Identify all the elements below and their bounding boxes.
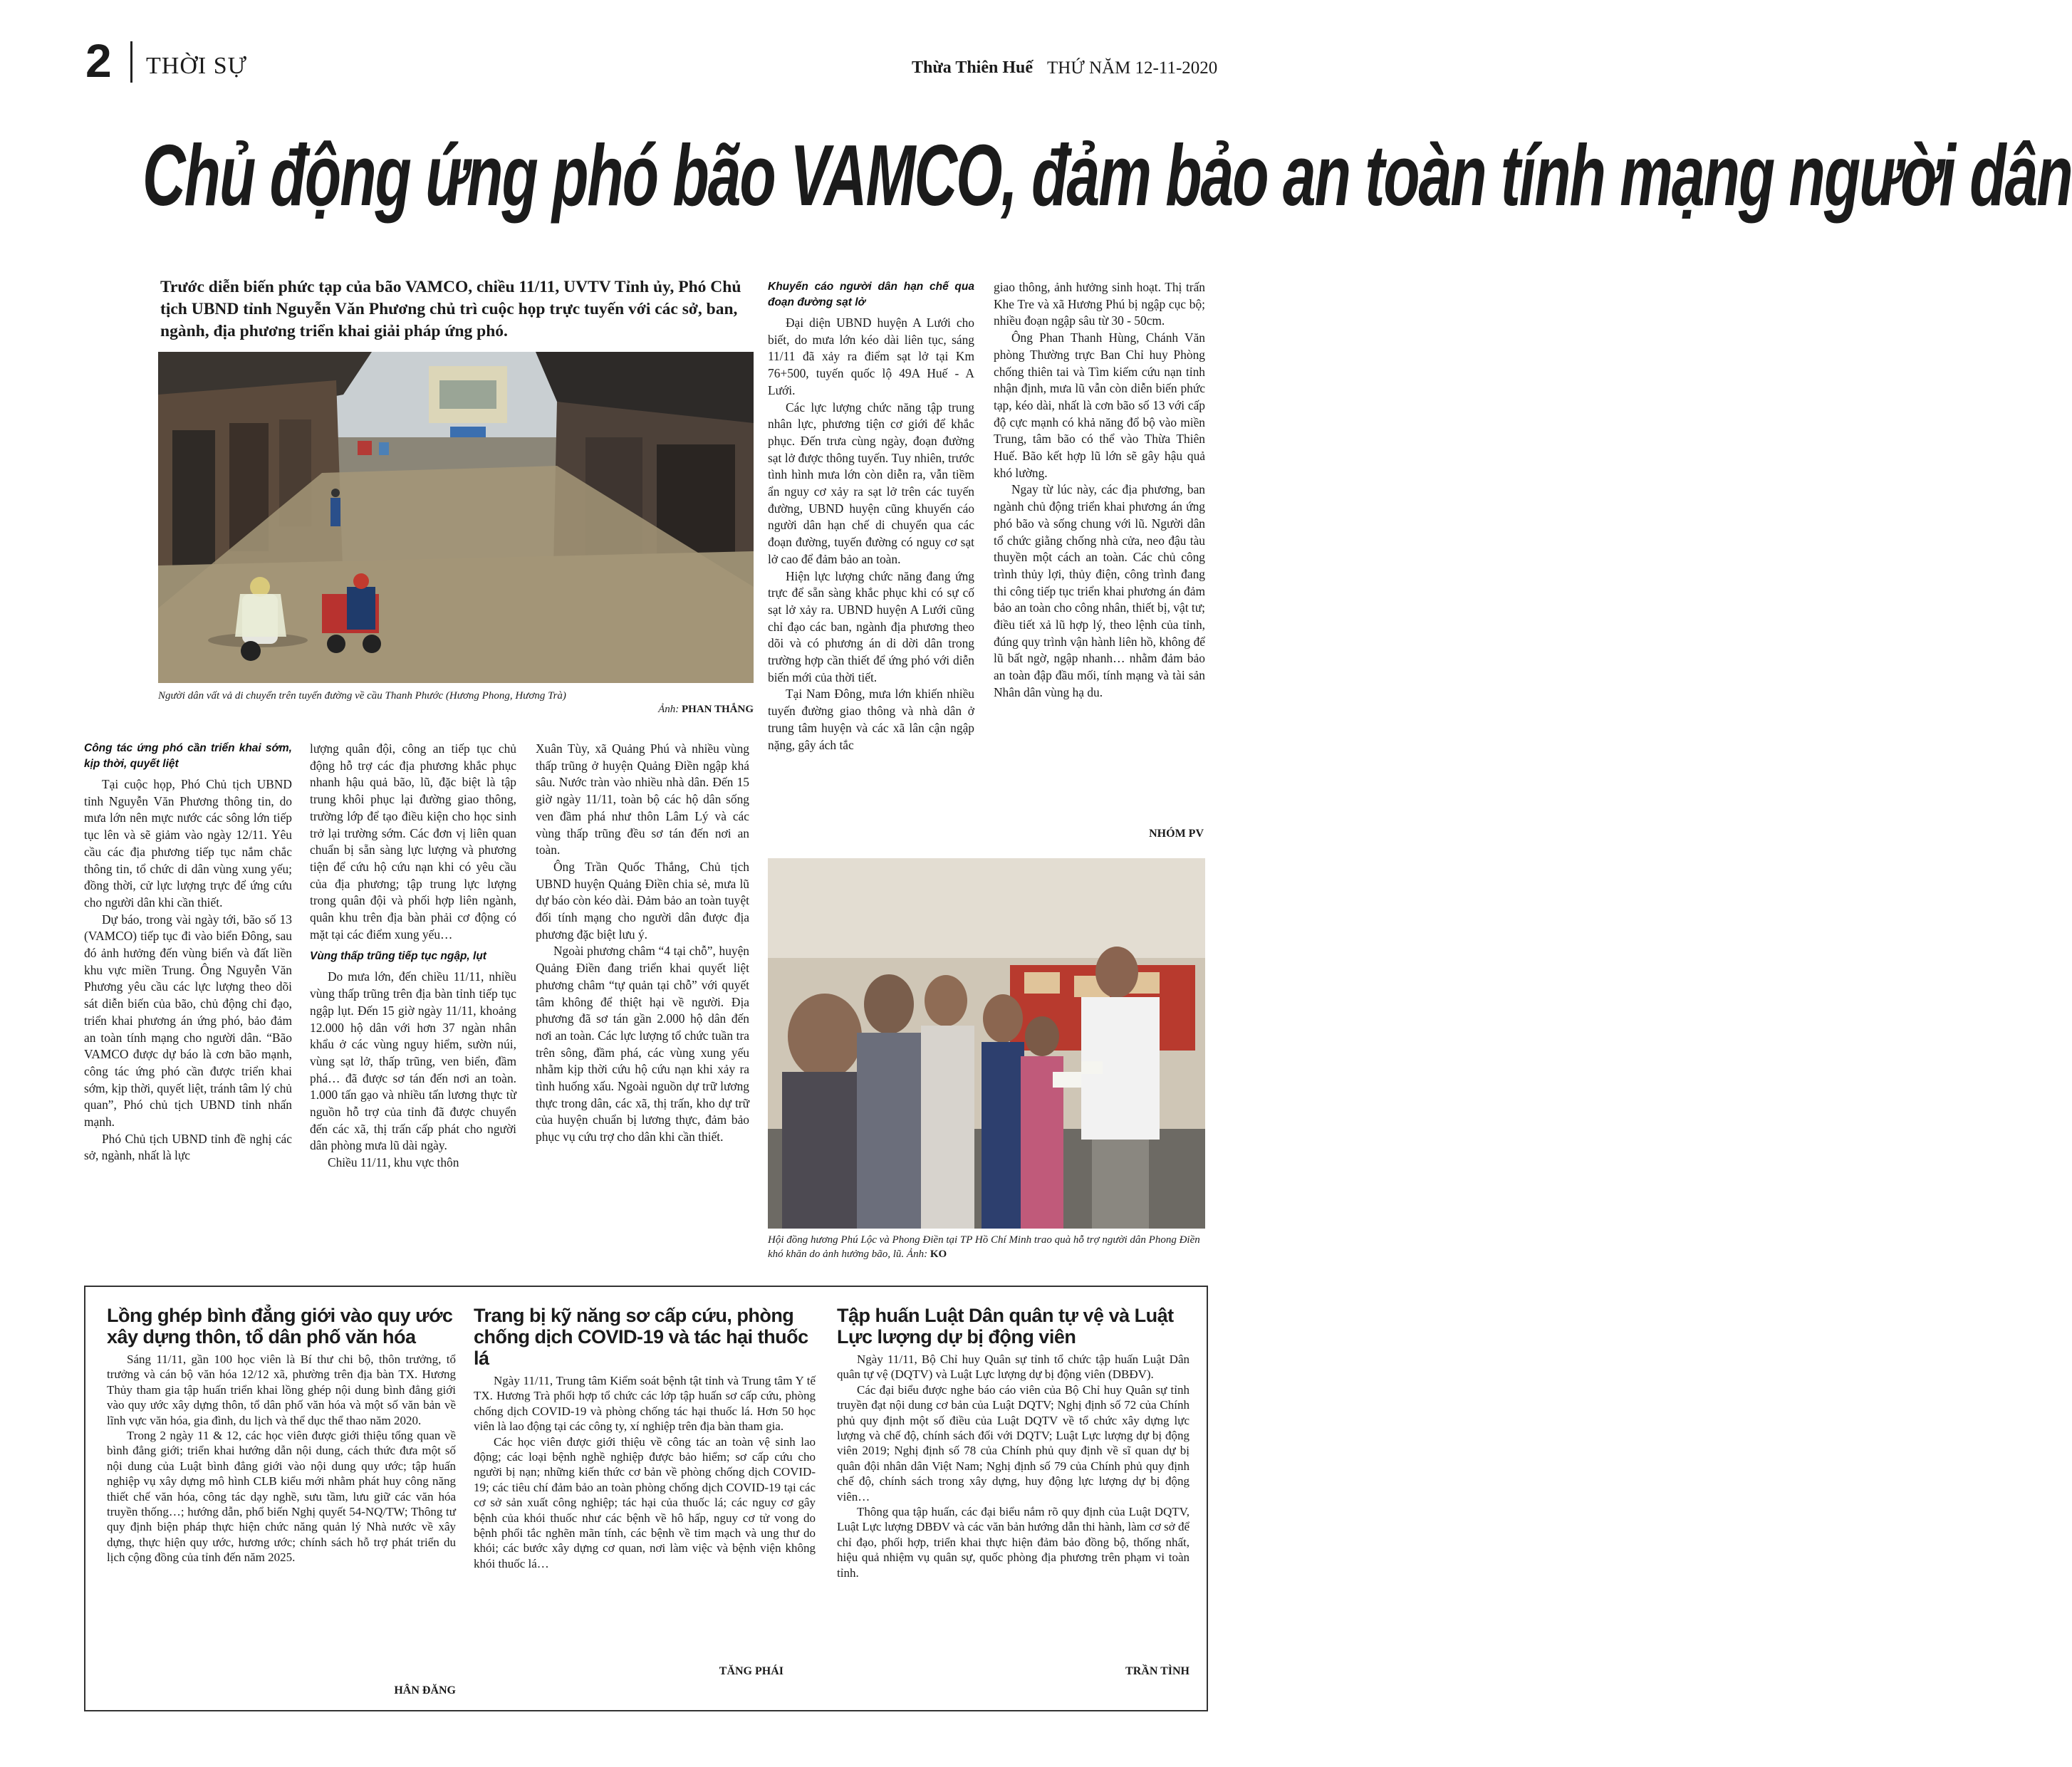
col3-paragraph: Xuân Tùy, xã Quảng Phú và nhiều vùng thấp trũng ở huyện Quảng Điền ngập khá sâu. Nước tràn vào nhiều nhà dân. Đến 15 giờ ngày 11/11, toàn bộ các hộ dân sống ven đầm phá như thôn Lâm Lý và các vùng thấp trũng đều sơ tán đến nơi an toàn. — [536, 741, 749, 858]
brief-1-body — [107, 1352, 456, 1565]
col5-paragraph: giao thông, ảnh hưởng sinh hoạt. Thị trấn Khe Tre và xã Hương Phú bị ngập cục bộ; nhiều đoạn ngập sâu từ 30 - 50cm. — [994, 280, 1205, 328]
photo2-caption — [768, 1233, 1205, 1261]
brief-2-paragraph: Ngày 11/11, Trung tâm Kiểm soát bệnh tật tỉnh và Trung tâm Y tế TX. Hương Trà phối hợp tổ chức các lớp tập huấn sơ cấp cứu, phòng chống dịch COVID-19 và phòng chống tác hại thuốc lá. Hơn 50 học viên là lao động tại các công ty, xí nghiệp trên địa bàn tham gia. — [474, 1374, 816, 1434]
brief-1-paragraph: Trong 2 ngày 11 & 12, các học viên được giới thiệu tổng quan về bình đẳng giới; triển khai hướng dẫn nội dung, cách thức đưa một số nội dung của Luật bình đẳng giới vào nội dung quy ước; tập huấn nghiệp vụ xây dựng mô hình CLB kiểu mới nhằm phát huy công năng thiết chế văn hóa, công tác dạy nghề, sưu tầm, lưu giữ các văn hóa truyền thống…; hướng dẫn, phổ biến Nghị quyết 54-NQ/TW; Thông tư quy định biện pháp thực hiện chức năng quản lý Nhà nước về xây dựng, thực hiện quy ước, hương ước; chính sách hỗ trợ phát triển du lịch cộng đồng của tỉnh đến năm 2025. — [107, 1429, 456, 1565]
photo1-caption: Người dân vất vả di chuyển trên tuyến đường về cầu Thanh Phước (Hương Phong, Hương Trà) — [158, 690, 566, 702]
page-number: 2 — [85, 34, 112, 87]
brief-2-body — [474, 1373, 816, 1571]
col3-paragraph: Ông Trần Quốc Thắng, Chủ tịch UBND huyện Quảng Điền chia sẻ, mưa lũ dự báo còn kéo dài. Đảm bảo an toàn tuyệt đối tính mạng cho người dân được địa phương đặc biệt lưu ý. — [536, 859, 749, 942]
publication-name: Thừa Thiên Huế — [912, 58, 1034, 77]
photo1-credit-name: PHAN THẮNG — [682, 704, 754, 715]
article-column-5 — [994, 279, 1205, 702]
col4-paragraph: Đại diện UBND huyện A Lưới cho biết, do mưa lớn kéo dài liên tục, sáng 11/11 đã xảy ra điểm sạt lở tại Km 76+500, tuyến quốc lộ 49A Huế - A Lưới. — [768, 316, 974, 397]
brief-1-byline: HÂN ĐĂNG — [394, 1684, 456, 1696]
relief-gift-photo — [768, 858, 1205, 1229]
brief-1-paragraph: Sáng 11/11, gần 100 học viên là Bí thư chi bộ, thôn trưởng, tổ trưởng và cán bộ văn hóa 12/12 xã, phường trên địa bàn TX. Hương Thủy tham gia tập huấn triển khai lồng ghép nội dung bình đẳng giới vào quy ước xây dựng thôn, tổ dân phố văn hóa và một số văn bản về lĩnh vực văn hóa, gia đình, du lịch và thể dục thể thao năm 2020. — [107, 1352, 456, 1427]
photo2-credit-name: KO — [930, 1249, 947, 1260]
brief-article-3 — [837, 1305, 1189, 1580]
brief-3-body — [837, 1352, 1189, 1580]
brief-3-byline: TRẦN TÌNH — [1125, 1665, 1189, 1677]
section-name: THỜI SỰ — [146, 53, 247, 79]
article-column-3 — [536, 741, 749, 1146]
col1-paragraph: Phó Chủ tịch UBND tỉnh đề nghị các sở, ngành, nhất là lực — [84, 1131, 292, 1163]
col4-paragraph: Hiện lực lượng chức năng đang ứng trực để sẵn sàng khắc phục khi có sự cố sạt lở xảy ra. UBND huyện A Lưới cũng chỉ đạo các ban, ngành địa phương theo dõi và có phương án di dời dân trong trường hợp cần thiết để ứng phó với diễn biến mới của thời tiết. — [768, 568, 974, 684]
col1-paragraph: Tại cuộc họp, Phó Chủ tịch UBND tỉnh Nguyễn Văn Phương thông tin, do mưa lớn nên mực nước các sông lớn tiếp tục lên và sẽ giảm vào ngày 12/11. Yêu cầu các địa phương tiếp tục nắm chắc thông tin, tổ chức di dân vùng xung yếu; đồng thời, cử lực lượng trực để ứng cứu cho người dân khi cần thiết. — [84, 777, 292, 909]
brief-2-title: Trang bị kỹ năng sơ cấp cứu, phòng chống dịch COVID-19 và tác hại thuốc lá — [474, 1305, 808, 1369]
brief-2-paragraph: Các học viên được giới thiệu về công tác an toàn vệ sinh lao động; các loại bệnh nghề nghiệp được bảo hiểm; sơ cấp cứu cho người bị nạn; những kiến thức cơ bản về phòng chống dịch COVID-19; các tiêu chí đảm bảo an toàn phòng chống dịch COVID-19 tại các cơ sở sản xuất công nghiệp; tác hại của thuốc lá; các nguy cơ gây bệnh của khói thuốc như các bệnh về hô hấp, nguy cơ tử vong do bệnh phổi tắc nghẽn mãn tính, các bệnh về tim mạch và ung thư do khói; các bước xây dựng cơ quan, nơi làm việc và bệnh viện không khói thuốc lá… — [474, 1434, 816, 1570]
brief-3-paragraph: Ngày 11/11, Bộ Chỉ huy Quân sự tỉnh tổ chức tập huấn Luật Dân quân tự vệ (DQTV) và Luật Lực lượng dự bị động viên (DBĐV). — [837, 1352, 1189, 1382]
col5-paragraph: Ông Phan Thanh Hùng, Chánh Văn phòng Thường trực Ban Chỉ huy Phòng chống thiên tai và Tìm kiếm cứu nạn tỉnh nhận định, mưa lũ vẫn còn diễn biến phức tạp, kéo dài, nhất là cơn bão số 13 với cấp độ cực mạnh có khả năng đổ bộ vào miền Trung, tâm bão có thể vào Thừa Thiên Huế. Bão kết hợp lũ lớn sẽ gây hậu quả khó lường. — [994, 330, 1205, 480]
col4-paragraph: Tại Nam Đông, mưa lớn khiến nhiều tuyến đường giao thông và nhà dân ở trung tâm huyện và các xã lân cận ngập nặng, gây ách tắc — [768, 687, 974, 752]
article-column-1 — [84, 741, 292, 1164]
article-column-4 — [768, 279, 974, 754]
photo1-credit-label: Ảnh: — [658, 704, 680, 715]
col4-paragraph: Các lực lượng chức năng tập trung nhân lực, phương tiện cơ giới để khắc phục. Đến trưa cùng ngày, đoạn đường sạt lở được thông tuyến. Tuy nhiên, trước tình hình mưa lớn còn diễn ra, vẫn tiềm ẩn nguy cơ xảy ra sạt lở trên các tuyến đường, UBND huyện cũng khuyến cáo người dân hạn chế di chuyển qua các đoạn đường, tuyến đường có nguy cơ sạt lở cao để đảm bảo an toàn. — [768, 400, 974, 566]
brief-2-byline: TĂNG PHÁI — [719, 1665, 783, 1677]
col1-paragraph: Dự báo, trong vài ngày tới, bão số 13 (VAMCO) tiếp tục đi vào biển Đông, sau đó ảnh hưởng đến vùng biển và đất liền khu vực miền Trung. Ông Nguyễn Văn Phương yêu cầu các lực lượng theo dõi sát diễn biến của bão, chủ động chỉ đạo, triển khai phương án ứng phó, bảo đảm an toàn tính mạng cho người dân. “Bão VAMCO được dự báo là cơn bão mạnh, công tác ứng phó cần được triển khai sớm, kịp thời, quyết liệt, tránh tâm lý chủ quan”, Phó chủ tịch UBND tỉnh nhấn mạnh. — [84, 912, 292, 1130]
subhead-1: Công tác ứng phó cần triển khai sớm, kịp thời, quyết liệt — [84, 742, 292, 770]
col5-paragraph: Ngay từ lúc này, các địa phương, ban ngành chủ động triển khai phương án ứng phó bão và sống chung với lũ. Người dân tổ chức giằng chống nhà cửa, neo đậu tàu thuyền một cách an toàn. Các chủ công trình thủy lợi, thủy điện, công trình đang thi công tiếp tục triển khai phương án đảm bảo an toàn cho công nhân, thiết bị, vật tư; điều tiết xả lũ hợp lý, theo lệnh của tỉnh, đúng quy trình vận hành liên hồ, không để lũ bất ngờ, ngập nhanh… nhằm đảm bảo an toàn đập đầu mối, tính mạng và tài sản Nhân dân vùng hạ du. — [994, 482, 1205, 699]
photo1-credit — [556, 704, 754, 716]
col3-paragraph: Ngoài phương châm “4 tại chỗ”, huyện Quảng Điền đang triển khai quyết liệt phương châm “tự quản tại chỗ” với quyết tâm không để thiệt hại về người. Địa phương đã sơ tán gần 2.000 hộ dân đến nơi an toàn. Các lực lượng tổ chức tuần tra trên sông, đầm phá, các vùng xung yếu nhằm kịp thời cứu hộ cứu nạn khi xảy ra tình huống xấu. Ngoài nguồn dự trữ lương thực trong dân, các xã, thị trấn, kho dự trữ của huyện chuẩn bị lương thực, đảm bảo phục vụ cứu trợ cho dân khi cần thiết. — [536, 944, 749, 1145]
brief-3-paragraph: Các đại biểu được nghe báo cáo viên của Bộ Chỉ huy Quân sự tỉnh truyền đạt nội dung cơ bản của Luật DQTV; Nghị định số 72 của Chính phủ quy định một số điều của Luật DQTV về tổ chức xây dựng lực lượng và chế độ, chính sách đối với DQTV; Luật Lực lượng dự bị động viên 2019; Nghị định số 78 của Chính phủ quy định về sĩ quan dự bị quân đội nhân dân Việt Nam; Nghị định số 79 của Chính phủ quy định chế độ, chính sách trong xây dựng, huy động lực lượng dự bị động viên… — [837, 1382, 1189, 1503]
subhead-3: Khuyến cáo người dân hạn chế qua đoạn đường sạt lở — [768, 281, 974, 308]
article-lede: Trước diễn biến phức tạp của bão VAMCO, chiều 11/11, UVTV Tỉnh ủy, Phó Chủ tịch UBND tỉnh Nguyễn Văn Phương chủ trì cuộc họp trực tuyến với các sở, ban, ngành, địa phương triển khai giải pháp ứng phó. — [160, 278, 741, 340]
brief-1-title: Lồng ghép bình đẳng giới vào quy ước xây dựng thôn, tổ dân phố văn hóa — [107, 1305, 453, 1348]
brief-article-2 — [474, 1305, 816, 1571]
subhead-2: Vùng thấp trũng tiếp tục ngập, lụt — [310, 950, 486, 963]
flood-street-photo — [158, 352, 754, 683]
header-divider — [130, 41, 132, 83]
issue-date: THỨ NĂM 12-11-2020 — [1047, 58, 1218, 78]
col2-paragraph: Chiều 11/11, khu vực thôn — [328, 1155, 459, 1170]
brief-3-title: Tập huấn Luật Dân quân tự vệ và Luật Lực lượng dự bị động viên — [837, 1305, 1174, 1348]
brief-3-paragraph: Thông qua tập huấn, các đại biểu nắm rõ quy định của Luật DQTV, Luật Lực lượng DBĐV và các văn bản hướng dẫn thi hành, làm cơ sở để chỉ đạo, phối hợp, triển khai thực hiện đảm bảo đồng bộ, thống nhất, hiệu quả nhiệm vụ quân sự, quốc phòng địa phương trên phạm vi toàn tỉnh. — [837, 1505, 1189, 1580]
article-byline: NHÓM PV — [1149, 828, 1204, 840]
photo2-caption-text: Hội đồng hương Phú Lộc và Phong Điền tại TP Hồ Chí Minh trao quà hỗ trợ người dân Phong Điền khó khăn do ảnh hưởng bão, lũ. Ảnh: — [768, 1234, 1200, 1260]
brief-article-1 — [107, 1305, 456, 1565]
article-headline: Chủ động ứng phó bão VAMCO, đảm bảo an toàn tính mạng người dân — [142, 126, 2072, 224]
col2-paragraph: Do mưa lớn, đến chiều 11/11, nhiều vùng thấp trũng trên địa bàn tỉnh tiếp tục ngập lụt. Đến 15 giờ ngày 11/11, khoảng 12.000 hộ dân với hơn 37 ngàn nhân khẩu ở các vùng nguy hiểm, sườn núi, vùng sạt lở, thấp trũng, ven biển, đầm phá… đã được sơ tán đến nơi an toàn. 1.000 tấn gạo và nhiều tấn lương thực từ nguồn hỗ trợ của tỉnh đã được chuyển đến các xã, thị trấn cấp phát cho người dân phòng mưa lũ dài ngày. — [310, 969, 516, 1153]
col2-paragraph: lượng quân đội, công an tiếp tục chủ động hỗ trợ các địa phương khắc phục nhanh hậu quả bão, lũ, đặc biệt là tập trung khôi phục lại đường giao thông, trường lớp để tạo điều kiện cho học sinh trở lại trường sớm. Các đơn vị liên quan chuẩn bị sẵn sàng lực lượng và phương tiện để cứu hộ cứu nạn khi có yêu cầu của địa phương; tập trung lực lượng trong quân đội và phối hợp liên ngành, quân khu trên địa bàn phải cơ động có mặt tại các điểm xung yếu… — [310, 741, 516, 942]
article-column-2 — [310, 741, 516, 1172]
